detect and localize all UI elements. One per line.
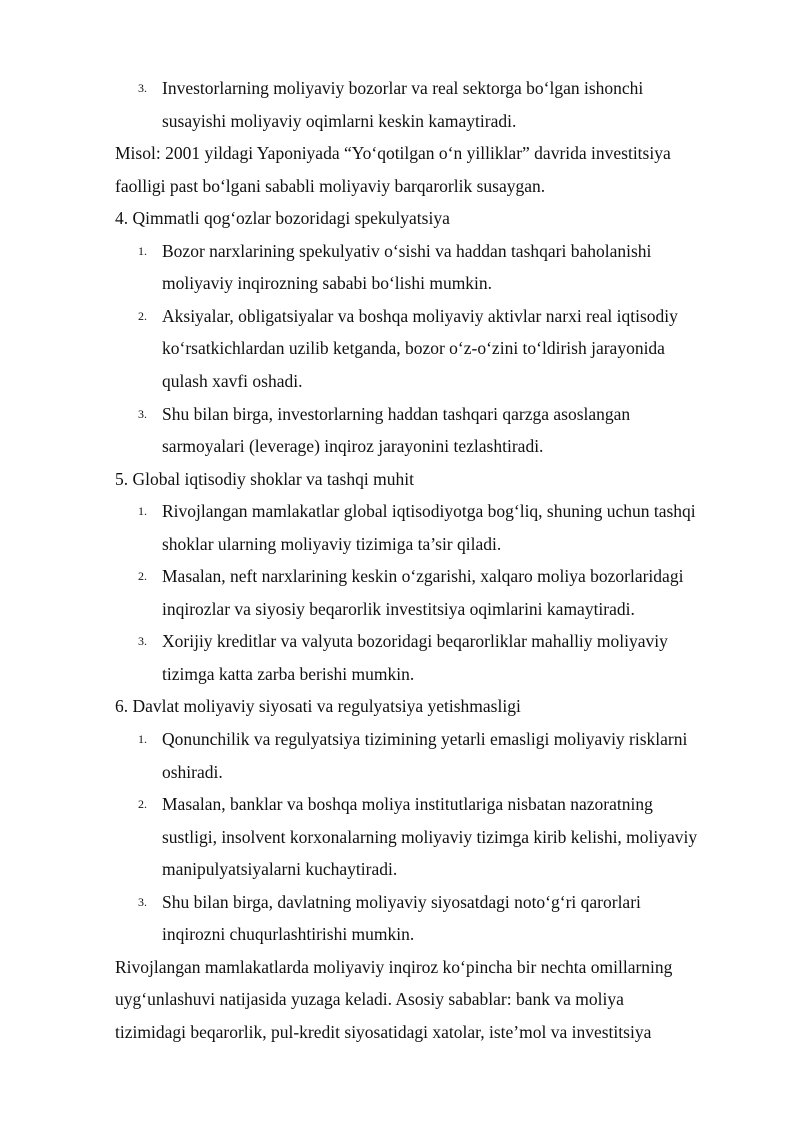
text-line: moliyaviy inqirozning sababi bo‘lishi mumkin. xyxy=(162,273,493,293)
text-line: Aksiyalar, obligatsiyalar va boshqa moliyaviy aktivlar narxi real iqtisodiy xyxy=(162,306,678,326)
text-line: Xorijiy kreditlar va valyuta bozoridagi beqarorliklar mahalliy moliyaviy xyxy=(162,631,668,651)
text-line: shoklar ularning moliyaviy tizimiga ta’sir qiladi. xyxy=(162,534,502,554)
list-item-number: 1. xyxy=(138,244,147,258)
text-line: Masalan, banklar va boshqa moliya institutlariga nisbatan nazoratning xyxy=(162,794,653,814)
list-item-number: 3. xyxy=(138,407,147,421)
text-line: Misol: 2001 yildagi Yaponiyada “Yo‘qotilgan o‘n yilliklar” davrida investitsiya xyxy=(115,143,671,163)
text-line: tizimidagi beqarorlik, pul-kredit siyosatidagi xatolar, iste’mol va investitsiya xyxy=(115,1022,652,1042)
text-line: 5. Global iqtisodiy shoklar va tashqi muhit xyxy=(115,469,414,489)
list-item-number: 2. xyxy=(138,309,147,323)
text-line: Investorlarning moliyaviy bozorlar va real sektorga bo‘lgan ishonchi xyxy=(162,78,644,98)
text-line: oshiradi. xyxy=(162,762,223,782)
text-line: 6. Davlat moliyaviy siyosati va regulyatsiya yetishmasligi xyxy=(115,696,521,716)
text-line: tizimga katta zarba berishi mumkin. xyxy=(162,664,415,684)
list-item-number: 2. xyxy=(138,569,147,583)
list-item-number: 3. xyxy=(138,895,147,909)
text-line: ko‘rsatkichlardan uzilib ketganda, bozor o‘z-o‘zini to‘ldirish jarayonida xyxy=(162,338,665,358)
text-line: susayishi moliyaviy oqimlarni keskin kamaytiradi. xyxy=(162,111,517,131)
text-line: Rivojlangan mamlakatlarda moliyaviy inqiroz ko‘pincha bir nechta omillarning xyxy=(115,957,673,977)
text-line: sarmoyalari (leverage) inqiroz jarayonini tezlashtiradi. xyxy=(162,436,544,456)
list-item-number: 3. xyxy=(138,81,147,95)
list-item-number: 3. xyxy=(138,634,147,648)
list-item-number: 1. xyxy=(138,732,147,746)
text-line: manipulyatsiyalarni kuchaytiradi. xyxy=(162,859,398,879)
text-line: 4. Qimmatli qog‘ozlar bozoridagi spekulyatsiya xyxy=(115,208,450,228)
text-line: faolligi past bo‘lgani sababli moliyaviy barqarorlik susaygan. xyxy=(115,176,546,196)
text-line: Masalan, neft narxlarining keskin o‘zgarishi, xalqaro moliya bozorlaridagi xyxy=(162,566,684,586)
text-line: uyg‘unlashuvi natijasida yuzaga keladi. Asosiy sabablar: bank va moliya xyxy=(115,989,624,1009)
text-line: Qonunchilik va regulyatsiya tizimining yetarli emasligi moliyaviy risklarni xyxy=(162,729,688,749)
text-line: Rivojlangan mamlakatlar global iqtisodiyotga bog‘liq, shuning uchun tashqi xyxy=(162,501,696,521)
text-line: Shu bilan birga, davlatning moliyaviy siyosatdagi noto‘g‘ri qarorlari xyxy=(162,892,641,912)
text-line: Bozor narxlarining spekulyativ o‘sishi va haddan tashqari baholanishi xyxy=(162,241,652,261)
text-line: inqirozlar va siyosiy beqarorlik investitsiya oqimlarini kamaytiradi. xyxy=(162,599,635,619)
text-line: inqirozni chuqurlashtirishi mumkin. xyxy=(162,924,415,944)
text-line: qulash xavfi oshadi. xyxy=(162,371,303,391)
list-item-number: 1. xyxy=(138,504,147,518)
list-item-number: 2. xyxy=(138,797,147,811)
text-line: Shu bilan birga, investorlarning haddan tashqari qarzga asoslangan xyxy=(162,404,631,424)
text-line: sustligi, insolvent korxonalarning moliyaviy tizimga kirib kelishi, moliyaviy xyxy=(162,827,698,847)
